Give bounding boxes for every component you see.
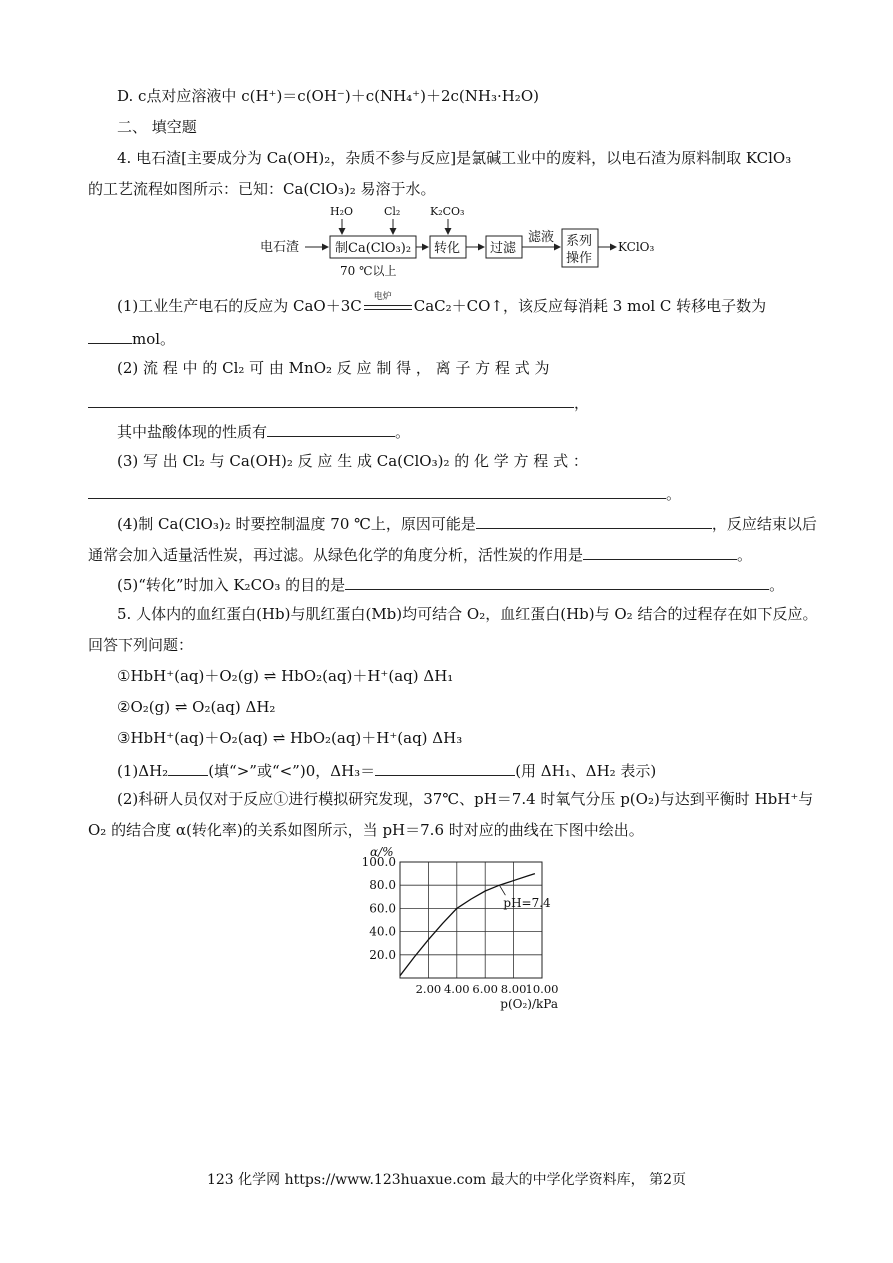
series-label: pH=7.4	[503, 896, 551, 911]
flow-input-3: K₂CO₃	[430, 205, 465, 218]
q4-part2-blank-line	[88, 391, 589, 413]
x-tick-label: 8.00	[500, 982, 527, 996]
reaction-2: ②O₂(g) ⇌ O₂(aq) ΔH₂	[117, 698, 276, 716]
equilibrium-chart	[340, 840, 580, 1015]
answer-blank[interactable]	[583, 543, 737, 560]
x-axis-label: p(O₂)/kPa	[500, 997, 558, 1011]
flow-box-3: 过滤	[490, 241, 517, 256]
y-tick-label: 20.0	[369, 947, 396, 962]
q4-part2-sub-end: 。	[395, 423, 411, 441]
furnace-equals-sign	[362, 292, 414, 315]
q4-part1-text-b: CaC₂＋CO↑，该反应每消耗 3 mol C 转移电子数为	[413, 297, 767, 315]
x-tick-label: 10.00	[525, 982, 559, 996]
flow-end: KClO₃	[618, 240, 655, 254]
q4-part5-end: 。	[769, 576, 785, 594]
q4-part4-text-b: ，反应结束以后	[711, 515, 817, 533]
flow-input-2: Cl₂	[384, 205, 401, 218]
flow-box-2: 转化	[434, 241, 461, 256]
q4-part4-text-a: (4)制 Ca(ClO₃)₂ 时要控制温度 70 ℃上，原因可能是	[117, 515, 476, 533]
process-flow-diagram	[260, 203, 680, 281]
q5-stem-cont: 回答下列问题：	[88, 636, 194, 654]
equals-line-top	[364, 305, 412, 306]
q4-part1-unit: mol。	[132, 330, 176, 348]
q4-part5-text: (5)“转化”时加入 K₂CO₃ 的目的是	[117, 576, 346, 594]
q4-part4-cont-text: 通常会加入适量活性炭，再过滤。从绿色化学的角度分析，活性炭的作用是	[88, 546, 584, 564]
q4-part4-cont-end: 。	[737, 546, 753, 564]
q5-part1-text-a: (1)ΔH₂	[117, 762, 169, 780]
y-axis-label: α/%	[370, 845, 394, 859]
q4-part4	[117, 512, 817, 534]
answer-blank[interactable]	[267, 420, 395, 437]
q4-part4-cont	[88, 543, 752, 565]
reaction-3: ③HbH⁺(aq)＋O₂(aq) ⇌ HbO₂(aq)＋H⁺(aq) ΔH₃	[117, 729, 463, 747]
answer-blank[interactable]	[375, 759, 515, 776]
q5-part2-cont: O₂ 的结合度 α(转化率)的关系如图所示，当 pH＝7.6 时对应的曲线在下图中绘出。	[88, 821, 644, 839]
flow-box-1: 制Ca(ClO₃)₂	[335, 241, 412, 256]
y-tick-label: 100.0	[361, 855, 396, 869]
answer-blank[interactable]	[88, 482, 666, 499]
y-tick-label: 40.0	[369, 924, 396, 939]
q5-stem: 5. 人体内的血红蛋白(Hb)与肌红蛋白(Mb)均可结合 O₂，血红蛋白(Hb)与 O₂ 结合的过程存在如下反应。	[117, 605, 818, 623]
page-footer: 123 化学网 https://www.123huaxue.com 最大的中学化学资料库， 第2页	[206, 1172, 687, 1188]
section-heading: 二、 填空题	[117, 118, 197, 136]
y-tick-label: 80.0	[369, 878, 396, 893]
q4-part1-cont	[88, 327, 175, 349]
furnace-label: 电炉	[373, 292, 392, 302]
reaction-1: ①HbH⁺(aq)＋O₂(g) ⇌ HbO₂(aq)＋H⁺(aq) ΔH₁	[117, 667, 454, 685]
flow-box-4-line1: 系列	[566, 234, 593, 249]
q4-part2-sub-text: 其中盐酸体现的性质有	[117, 423, 268, 441]
q4-stem: 4. 电石渣[主要成分为 Ca(OH)₂，杂质不参与反应]是氯碱工业中的废料，以电石渣为原料制取 KClO₃	[117, 149, 792, 167]
q5-part1-text-b: (填“>”或“<”)0，ΔH₃＝	[208, 762, 376, 780]
flow-condition: 70 ℃以上	[340, 264, 397, 278]
q4-part2-sub	[117, 420, 410, 442]
q4-stem-cont: 的工艺流程如图所示：已知：Ca(ClO₃)₂ 易溶于水。	[88, 180, 436, 198]
q4-part1-text-a: (1)工业生产电石的反应为 CaO＋3C	[117, 297, 362, 315]
answer-blank[interactable]	[476, 512, 712, 529]
x-tick-label: 6.00	[472, 982, 499, 996]
flow-box-4-line2: 操作	[566, 251, 593, 266]
flow-filtrate: 滤液	[528, 230, 555, 245]
series-line	[400, 874, 535, 976]
plot-frame	[400, 862, 542, 978]
chart-svg	[340, 840, 580, 1015]
option-d: D. c点对应溶液中 c(H⁺)＝c(OH⁻)＋c(NH₄⁺)＋2c(NH₃·H₂O)	[117, 87, 539, 105]
q5-part1	[117, 759, 656, 781]
answer-blank[interactable]	[88, 391, 574, 408]
q4-part3: (3) 写 出 Cl₂ 与 Ca(OH)₂ 反 应 生 成 Ca(ClO₃)₂ 的 化 学 方 程 式 ：	[117, 452, 588, 470]
q4-part2: (2) 流 程 中 的 Cl₂ 可 由 MnO₂ 反 应 制 得 ， 离 子 方 程 式 为	[117, 359, 550, 377]
answer-blank[interactable]	[88, 327, 132, 344]
x-tick-label: 2.00	[415, 982, 442, 996]
equals-line-bottom	[364, 309, 412, 310]
q4-part5	[117, 573, 784, 595]
q4-part3-blank-line	[88, 482, 681, 504]
answer-blank[interactable]	[168, 759, 208, 776]
q5-part2: (2)科研人员仅对于反应①进行模拟研究发现，37℃、pH＝7.4 时氧气分压 p(O₂)与达到平衡时 HbH⁺与	[117, 790, 814, 808]
q4-part2-comma: ，	[574, 394, 590, 412]
answer-blank[interactable]	[345, 573, 769, 590]
flow-start: 电石渣	[260, 240, 300, 255]
series-label-leader	[499, 885, 505, 895]
q4-part3-end: 。	[666, 485, 682, 503]
y-tick-label: 60.0	[369, 901, 396, 916]
flow-input-1: H₂O	[330, 205, 354, 218]
x-tick-label: 4.00	[443, 982, 470, 996]
q4-part1	[117, 292, 767, 316]
q5-part1-text-c: (用 ΔH₁、ΔH₂ 表示)	[515, 762, 657, 780]
